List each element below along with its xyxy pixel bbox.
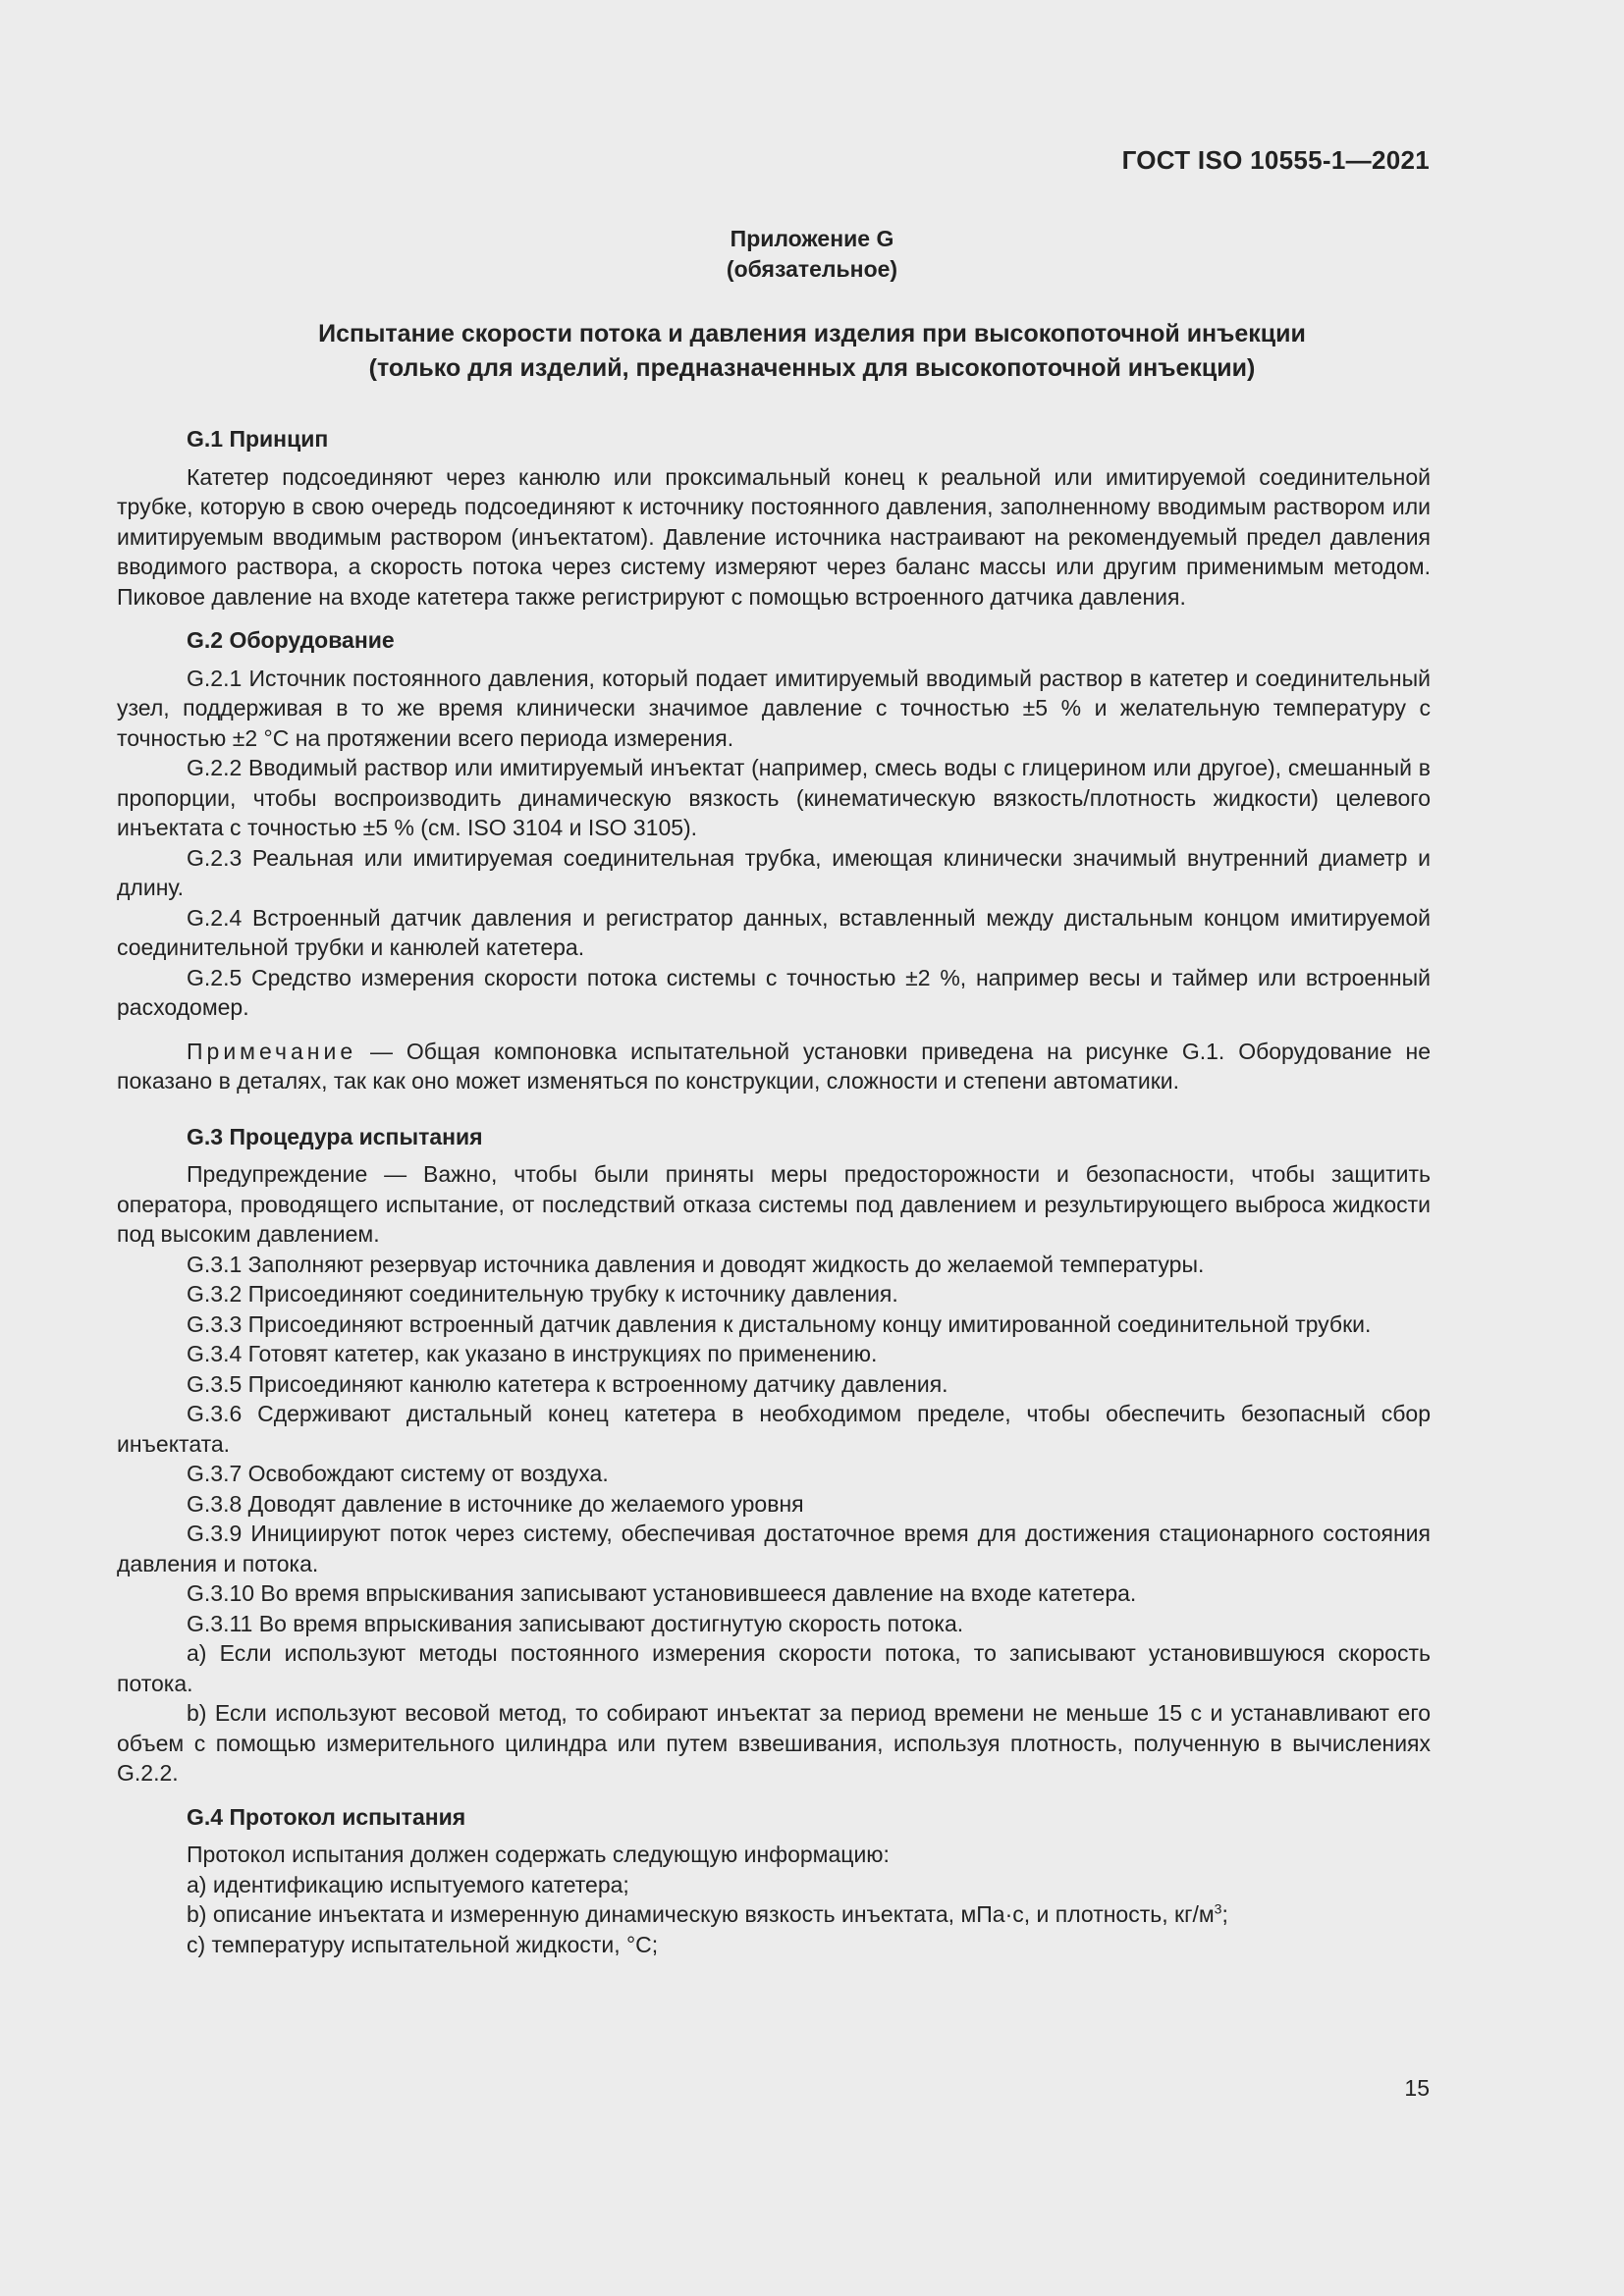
- note-text: — Общая компоновка испытательной установки приведена на рисунке G.1. Оборудование не показано в деталях, так как оно может изменяться по конструкции, сложности и степени автоматики.: [117, 1038, 1431, 1094]
- clause-g2-2: G.2.2 Вводимый раствор или имитируемый инъектат (например, смесь воды с глицерином или другое), смешанный в пропорции, чтобы воспроизводить динамическую вязкость (кинематическую вязкость/плотность жидкости) целевого инъектата с точностью ±5 % (см. ISO 3104 и ISO 3105).: [117, 755, 1431, 840]
- step-g3-9: G.3.9 Инициируют поток через систему, обеспечивая достаточное время для достижения стационарного состояния давления и потока.: [117, 1521, 1431, 1576]
- section-heading-g4: G.4 Протокол испытания: [187, 1803, 466, 1830]
- step-g3-10: G.3.10 Во время впрыскивания записывают установившееся давление на входе катетера.: [187, 1580, 1137, 1606]
- protocol-item-b-text: b) описание инъектата и измеренную динамическую вязкость инъектата, мПа·с, и плотность, кг/м: [187, 1901, 1215, 1927]
- step-g3-11-a: a) Если используют методы постоянного измерения скорости потока, то записывают установившуюся скорость потока.: [117, 1640, 1431, 1696]
- step-g3-11-b: b) Если используют весовой метод, то собирают инъектат за период времени не меньше 15 с и устанавливают его объем с помощью измерительного цилиндра или путем взвешивания, используя плотность, полученную в вычислениях G.2.2.: [117, 1700, 1431, 1786]
- superscript-exponent: 3: [1214, 1900, 1222, 1917]
- note-paragraph: [117, 1037, 1431, 1096]
- clause-g2-4: G.2.4 Встроенный датчик давления и регистратор данных, вставленный между дистальным концом имитируемой соединительной трубки и канюлей катетера.: [117, 904, 1431, 960]
- section-heading-g2: G.2 Оборудование: [187, 627, 395, 653]
- page-number: 15: [1404, 2075, 1430, 2101]
- step-g3-8: G.3.8 Доводят давление в источнике до желаемого уровня: [187, 1490, 804, 1517]
- step-g3-4: G.3.4 Готовят катетер, как указано в инструкциях по применению.: [187, 1341, 878, 1366]
- document-body: [117, 424, 1431, 1959]
- step-g3-11: G.3.11 Во время впрыскивания записывают достигнутую скорость потока.: [187, 1610, 964, 1636]
- section-heading-g3: G.3 Процедура испытания: [187, 1123, 483, 1149]
- warning-paragraph: Предупреждение — Важно, чтобы были приняты меры предосторожности и безопасности, чтобы защитить оператора, проводящего испытание, от последствий отказа системы под давлением и результирующего выброса жидкости под высоким давлением.: [117, 1161, 1431, 1247]
- step-g3-1: G.3.1 Заполняют резервуар источника давления и доводят жидкость до желаемой температуры.: [187, 1251, 1205, 1277]
- protocol-item-b: [117, 1899, 1431, 1930]
- protocol-item-c: c) температуру испытательной жидкости, °C;: [187, 1931, 659, 1957]
- section-heading-g1: G.1 Принцип: [187, 426, 329, 452]
- clause-g2-5: G.2.5 Средство измерения скорости потока системы с точностью ±2 %, например весы и таймер или встроенный расходомер.: [117, 964, 1431, 1020]
- appendix-status: (обязательное): [726, 256, 898, 282]
- title-line-1: Испытание скорости потока и давления изделия при высокопоточной инъекции: [318, 320, 1306, 347]
- protocol-item-b-end: ;: [1221, 1901, 1228, 1927]
- title-line-2: (только для изделий, предназначенных для высокопоточной инъекции): [368, 354, 1256, 382]
- protocol-intro: Протокол испытания должен содержать следующую информацию:: [187, 1842, 890, 1867]
- step-g3-5: G.3.5 Присоединяют канюлю катетера к встроенному датчику давления.: [187, 1370, 948, 1397]
- appendix-heading: [0, 224, 1624, 285]
- appendix-label: Приложение G: [730, 226, 894, 251]
- note-label: Примечание: [187, 1038, 357, 1064]
- clause-g2-1: G.2.1 Источник постоянного давления, который подает имитируемый вводимый раствор в катетер и соединительный узел, поддерживая в то же время клинически значимое давление с точностью ±5 % и желательную температуру с точностью ±2 °C на протяжении всего периода измерения.: [117, 665, 1431, 751]
- step-g3-6: G.3.6 Сдерживают дистальный конец катетера в необходимом пределе, чтобы обеспечить безопасный сбор инъектата.: [117, 1401, 1431, 1457]
- step-g3-2: G.3.2 Присоединяют соединительную трубку к источнику давления.: [187, 1281, 898, 1307]
- clause-g2-3: G.2.3 Реальная или имитируемая соединительная трубка, имеющая клинически значимый внутренний диаметр и длину.: [117, 844, 1431, 900]
- step-g3-7: G.3.7 Освобождают систему от воздуха.: [187, 1461, 609, 1486]
- appendix-title: [0, 317, 1624, 386]
- document-code: ГОСТ ISO 10555-1—2021: [1121, 145, 1430, 175]
- protocol-item-a: a) идентификацию испытуемого катетера;: [187, 1871, 629, 1897]
- step-g3-3: G.3.3 Присоединяют встроенный датчик давления к дистальному концу имитированной соединительной трубки.: [187, 1310, 1372, 1337]
- paragraph-g1: Катетер подсоединяют через канюлю или проксимальный конец к реальной или имитируемой соединительной трубке, которую в свою очередь подсоединяют к источнику постоянного давления, заполненному вводимым раствором или имитируемым вводимым раствором (инъектатом). Давление источника настраивают на рекомендуемый предел давления вводимого раствора, а скорость потока через систему измеряют через баланс массы или другим применимым методом. Пиковое давление на входе катетера также регистрируют с помощью встроенного датчика давления.: [117, 463, 1431, 610]
